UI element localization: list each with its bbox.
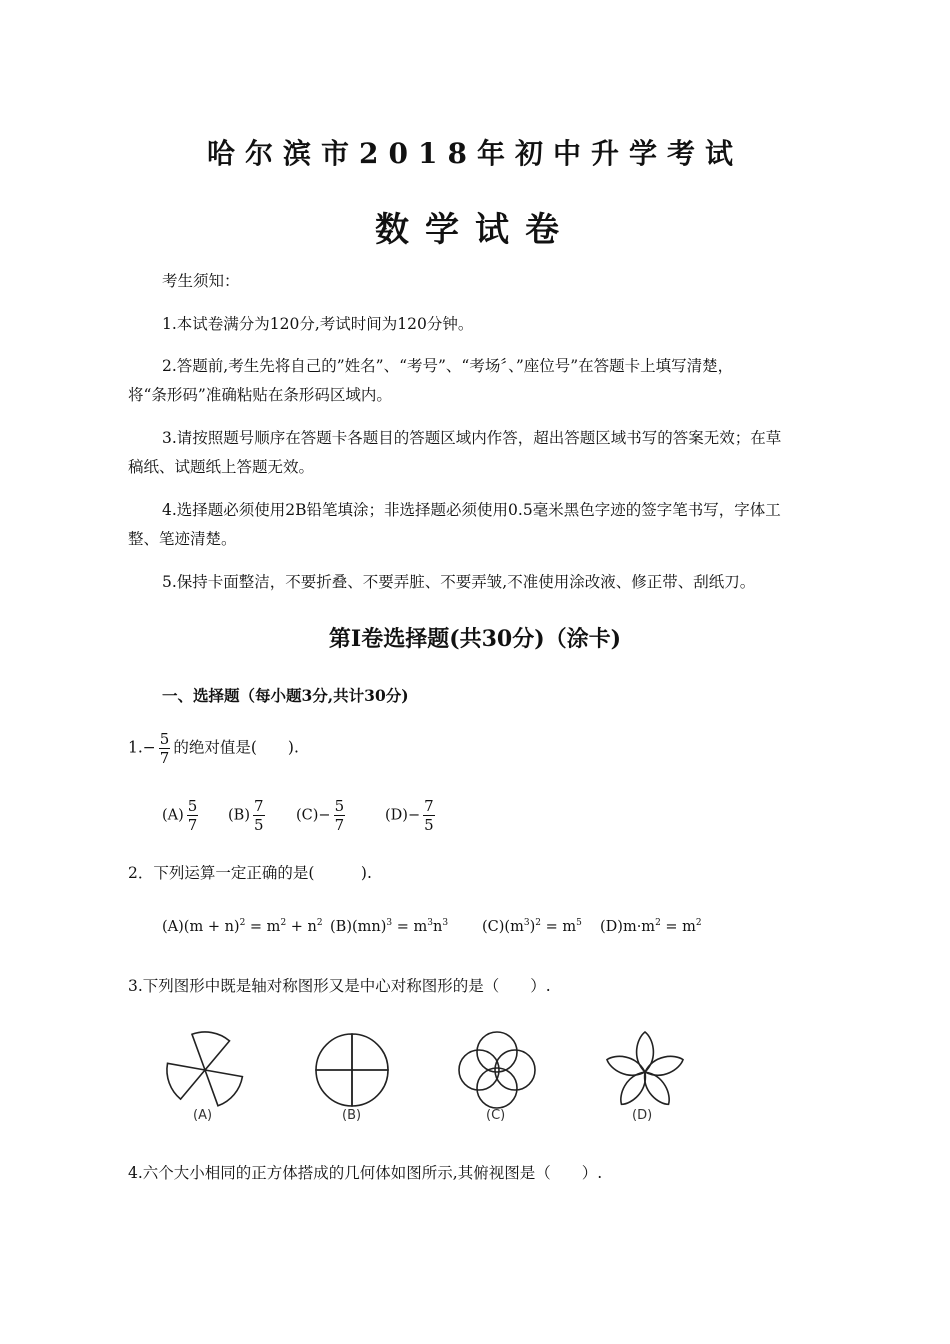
q1-b-num: 7 bbox=[253, 797, 264, 815]
q2-d-rhs: = m bbox=[660, 918, 696, 935]
figure-c-circles bbox=[459, 1032, 535, 1108]
q2-a-rhs1-exp: 2 bbox=[280, 918, 287, 928]
q1-d-label: (D) bbox=[385, 807, 408, 824]
q2-a-lhs: (m + n) bbox=[183, 918, 240, 935]
q1-a-fraction bbox=[187, 797, 199, 834]
q2-a-rhs2: + n bbox=[286, 918, 317, 935]
q1-d-sign: − bbox=[407, 807, 421, 824]
q1-option-a bbox=[162, 797, 201, 834]
q1-c-label: (C) bbox=[296, 807, 319, 824]
figure-label-c: (C) bbox=[486, 1108, 506, 1123]
figure-d-flower bbox=[604, 1032, 685, 1109]
q2-b-exp: 3 bbox=[386, 918, 393, 928]
q2-c-inner-exp: 3 bbox=[523, 918, 530, 928]
q2-b-rhs1-exp: 3 bbox=[427, 918, 433, 928]
q2-c-label: (C) bbox=[482, 918, 505, 935]
q1-minus: − bbox=[142, 738, 156, 757]
q1-c-num: 5 bbox=[334, 797, 345, 815]
q2-c-rhs-exp: 5 bbox=[576, 918, 582, 928]
q1-b-den: 5 bbox=[253, 816, 264, 834]
q2-d-label: (D) bbox=[600, 918, 623, 935]
q1-fraction bbox=[159, 730, 171, 767]
q3-figures bbox=[150, 1018, 710, 1130]
q2-option-a bbox=[162, 918, 323, 935]
q2-d-rhs-exp: 2 bbox=[695, 918, 702, 928]
q2-b-rhs1: = m bbox=[392, 918, 428, 935]
notice-heading: 考生须知： bbox=[162, 272, 240, 290]
q2-b-label: (B) bbox=[330, 918, 352, 935]
question-3: 3.下列图形中既是轴对称图形又是中心对称图形的是（ ）. bbox=[128, 977, 551, 995]
q1-option-c bbox=[296, 797, 348, 834]
exam-title: 哈尔滨市2018年初中升学考试 bbox=[207, 137, 743, 170]
notice-item-4-line-2: 整、笔迹清楚。 bbox=[128, 530, 237, 548]
q1-a-num: 5 bbox=[187, 797, 198, 815]
q1-a-den: 7 bbox=[187, 816, 198, 834]
q1-c-den: 7 bbox=[334, 816, 345, 834]
q1-a-label: (A) bbox=[162, 807, 184, 824]
q2-b-lhs: (mn) bbox=[351, 918, 387, 935]
notice-item-2-line-2: 将“条形码”准确粘贴在条形码区域内。 bbox=[128, 386, 392, 404]
section-title: 第Ⅰ卷选择题(共30分)（涂卡) bbox=[328, 626, 622, 652]
figure-label-d: (D) bbox=[632, 1108, 653, 1123]
q1-number: 1. bbox=[128, 738, 143, 757]
notice-item-4-line-1: 4.选择题必须使用2B铅笔填涂；非选择题必须使用0.5毫米黑色字迹的签字笔书写，字体工 bbox=[162, 501, 781, 519]
q2-option-c bbox=[482, 918, 582, 935]
q1-d-fraction bbox=[423, 797, 435, 834]
exam-subtitle: 数学试卷 bbox=[375, 210, 575, 250]
q2-d-lhs: m·m bbox=[622, 918, 656, 935]
q2-a-label: (A) bbox=[162, 918, 184, 935]
notice-item-3-line-1: 3.请按照题号顺序在答题卡各题目的答题区域内作答，超出答题区域书写的答案无效；在草 bbox=[162, 429, 782, 447]
q1-stem: 的绝对值是( ). bbox=[173, 738, 299, 757]
q1-c-sign: − bbox=[318, 807, 331, 824]
q2-a-rhs2-exp: 2 bbox=[316, 918, 323, 928]
q1-b-fraction bbox=[253, 797, 265, 834]
notice-item-2-line-1: 2.答题前,考生先将自己的”姓名”、“考号”、“考场〞、”座位号”在答题卡上填写清楚， bbox=[162, 357, 734, 375]
q2-d-lhs-exp: 2 bbox=[655, 918, 661, 928]
q2-c-close: ) bbox=[529, 918, 536, 935]
part-heading: 一、选择题（每小题3分,共计30分) bbox=[162, 686, 409, 705]
q2-a-rhs1: = m bbox=[245, 918, 281, 935]
q1-numerator: 5 bbox=[159, 730, 170, 748]
q1-denominator: 7 bbox=[159, 749, 170, 767]
figure-label-a: (A) bbox=[193, 1108, 213, 1123]
question-2: 2．下列运算一定正确的是( ). bbox=[128, 864, 372, 882]
q2-b-rhs2-exp: 3 bbox=[442, 918, 449, 928]
figure-b-pinwheel bbox=[316, 1034, 388, 1106]
q2-b-rhs2: n bbox=[432, 918, 443, 935]
q1-d-den: 5 bbox=[424, 816, 434, 834]
q1-option-d bbox=[385, 797, 438, 834]
notice-item-1: 1.本试卷满分为120分,考试时间为120分钟。 bbox=[162, 315, 474, 333]
q1-option-b bbox=[228, 797, 268, 834]
notice-item-5: 5.保持卡面整洁，不要折叠、不要弄脏、不要弄皱,不准使用涂改液、修正带、刮纸刀。 bbox=[162, 573, 756, 591]
q1-d-num: 7 bbox=[424, 797, 434, 815]
figure-a-fan bbox=[155, 1023, 242, 1109]
q2-c-lhs: (m bbox=[504, 918, 524, 935]
figure-label-b: (B) bbox=[342, 1108, 362, 1123]
question-1 bbox=[128, 730, 299, 767]
q2-c-exp: 2 bbox=[535, 918, 541, 928]
q2-option-b bbox=[330, 918, 448, 935]
q2-a-exp: 2 bbox=[239, 918, 246, 928]
notice-item-3-line-2: 稿纸、试题纸上答题无效。 bbox=[128, 458, 315, 476]
q1-c-fraction bbox=[334, 797, 346, 834]
q1-b-label: (B) bbox=[228, 807, 250, 824]
question-4: 4.六个大小相同的正方体搭成的几何体如图所示,其俯视图是（ ）. bbox=[128, 1164, 603, 1182]
q2-option-d bbox=[600, 918, 702, 935]
q2-c-rhs: = m bbox=[540, 918, 577, 935]
